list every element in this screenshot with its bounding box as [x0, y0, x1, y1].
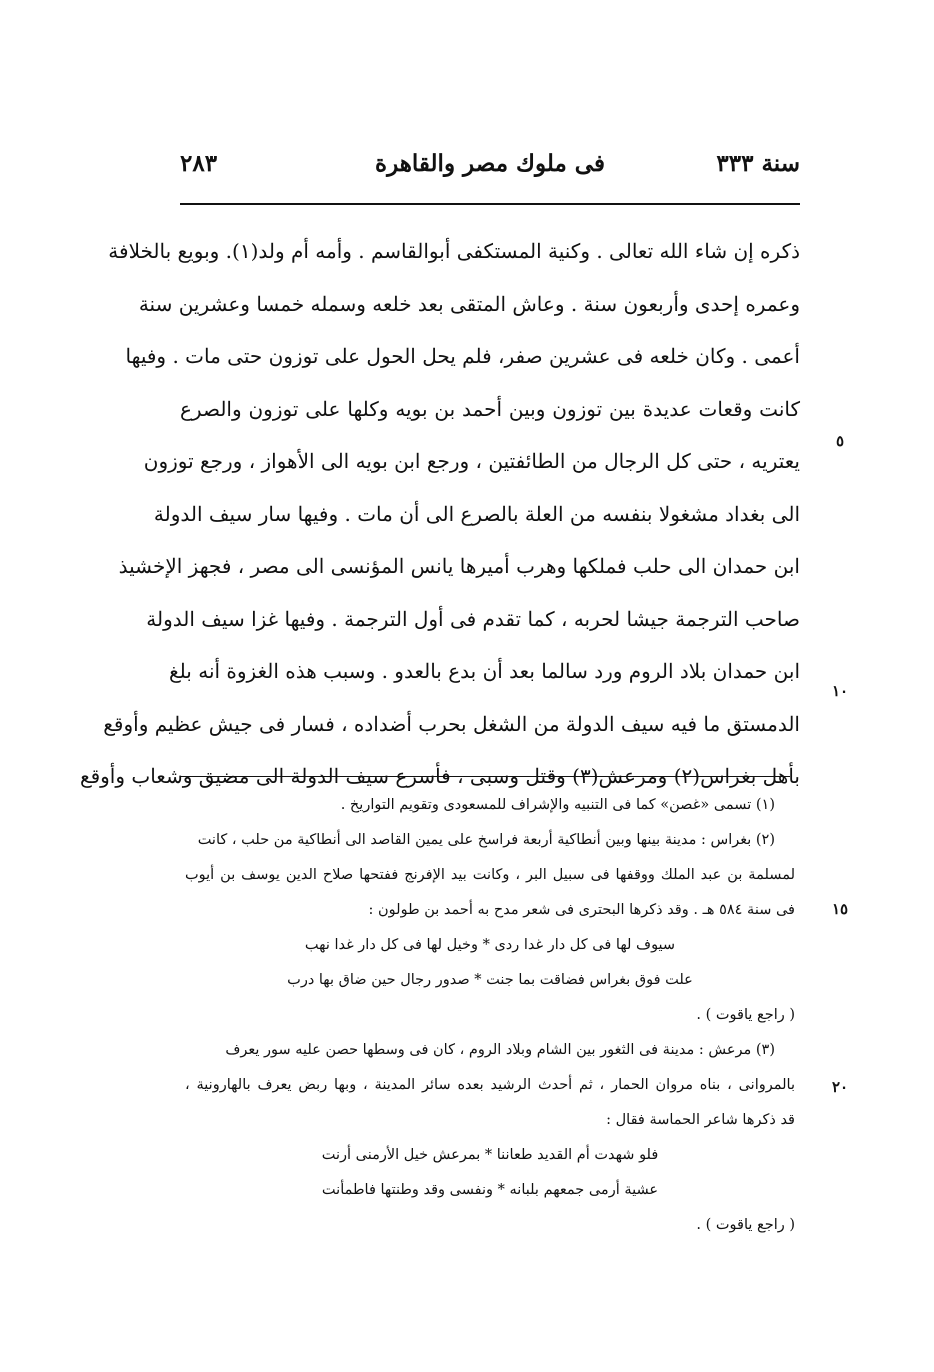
footnote-2-poem-verse: علت فوق بغراس فضاقت بما جنت * صدور رجال حين ضاق بها درب [287, 972, 693, 988]
text-line: وعمره إحدى وأربعون سنة . وعاش المتقى بعد خلعه وسمله خمسا وعشرين سنة [138, 291, 800, 316]
text-line: يعتريه ، حتى كل الرجال من الطائفتين ، ورجع ابن بويه الى الأهواز ، ورجع توزون [143, 449, 800, 473]
footnote-3-reference: ( راجع ياقوت ) . [696, 1217, 795, 1233]
margin-line-number-5: ٥ [835, 432, 845, 450]
footnote-2-line: (٢) بغراس : مدينة بينها وبين أنطاكية أربعة فراسخ على يمين القاصد الى أنطاكية من حلب ، كانت [197, 832, 775, 848]
margin-line-number-10: ١٠ [831, 682, 849, 700]
footnote-3-poem-verse: فلو شهدت أم القديد طعاننا * بمرعش خيل الأرمنى أرنت [321, 1147, 659, 1163]
footnote-separator [180, 776, 790, 777]
text-line: كانت وقعات عديدة بين توزون وبين أحمد بن بويه وكلها على توزون والصرع [180, 396, 800, 421]
margin-line-number-20: ٢٠ [831, 1078, 849, 1096]
text-line: ابن حمدان بلاد الروم ورد سالما بعد أن بدع بالعدو . وسبب هذه الغزوة أنه بلغ [169, 659, 800, 683]
text-line: الدمستق ما فيه سيف الدولة من الشغل بحرب أضداده ، فسار فى جيش عظيم وأوقع [103, 711, 800, 736]
text-line: صاحب الترجمة جيشا لحربه ، كما تقدم فى أول الترجمة . وفيها غزا سيف الدولة [146, 606, 800, 631]
footnote-3-line: قد ذكرها شاعر الحماسة فقال : [606, 1112, 795, 1128]
footnote-2-line: لمسلمة بن عبد الملك ووقفها فى سبيل البر ، وكانت بيد الإفرنج ففتحها صلاح الدين يوسف بن أيوب [185, 867, 795, 883]
footnote-3-line: (٣) مرعش : مدينة فى الثغور بين الشام وبلاد الروم ، كان فى وسطها حصن عليه سور يعرف [225, 1042, 775, 1058]
footnotes [185, 788, 795, 1243]
footnote-3-poem-verse: عشية أرمى جمعهم بلبانه * ونفسى وقد وطنتها فاطمأنت [321, 1182, 659, 1198]
page-number: ٢٨٣ [180, 150, 218, 177]
footnote-3-line: بالمروانى ، بناه مروان الحمار ، ثم أحدث الرشيد بعده سائر المدينة ، وبها ربض يعرف بالهارونية ، [185, 1077, 795, 1093]
text-line: ابن حمدان الى حلب فملكها وهرب أميرها يانس المؤنسى الى مصر ، فجهز الإخشيذ [118, 554, 800, 578]
header-rule [180, 203, 800, 205]
text-line: أعمى . وكان خلعه فى عشرين صفر، فلم يحل الحول على توزون حتى مات . وفيها [125, 344, 800, 368]
margin-line-number-15: ١٥ [831, 900, 849, 918]
footnote-2-reference: ( راجع ياقوت ) . [696, 1007, 795, 1023]
footnote-1: (١) تسمى «غصن» كما فى التنبيه والإشراف للمسعودى وتقويم التواريخ . [340, 797, 775, 813]
text-line: ذكره إن شاء الله تعالى . وكنية المستكفى أبوالقاسم . وأمه أم ولد(١). وبويع بالخلافة [108, 239, 800, 263]
page-header [180, 150, 800, 190]
footnote-2-poem-verse: سيوف لها فى كل دار غدا ردى * وخيل لها فى كل دار غدا نهب [304, 937, 676, 953]
header-title: فى ملوك مصر والقاهرة [375, 150, 605, 177]
header-year: سنة ٣٣٣ [716, 150, 800, 177]
text-line: بأهل بغراس(٢) ومرعش(٣) وقتل وسبى ، فأسرع سيف الدولة الى مضيق وشعاب وأوقع [79, 764, 800, 788]
footnote-2-line: فى سنة ٥٨٤ هـ . وقد ذكرها البحترى فى شعر مدح به أحمد بن طولون : [368, 902, 795, 918]
text-line: الى بغداد مشغولا بنفسه من العلة بالصرع الى أن مات . وفيها سار سيف الدولة [153, 501, 800, 526]
main-text [79, 225, 800, 803]
